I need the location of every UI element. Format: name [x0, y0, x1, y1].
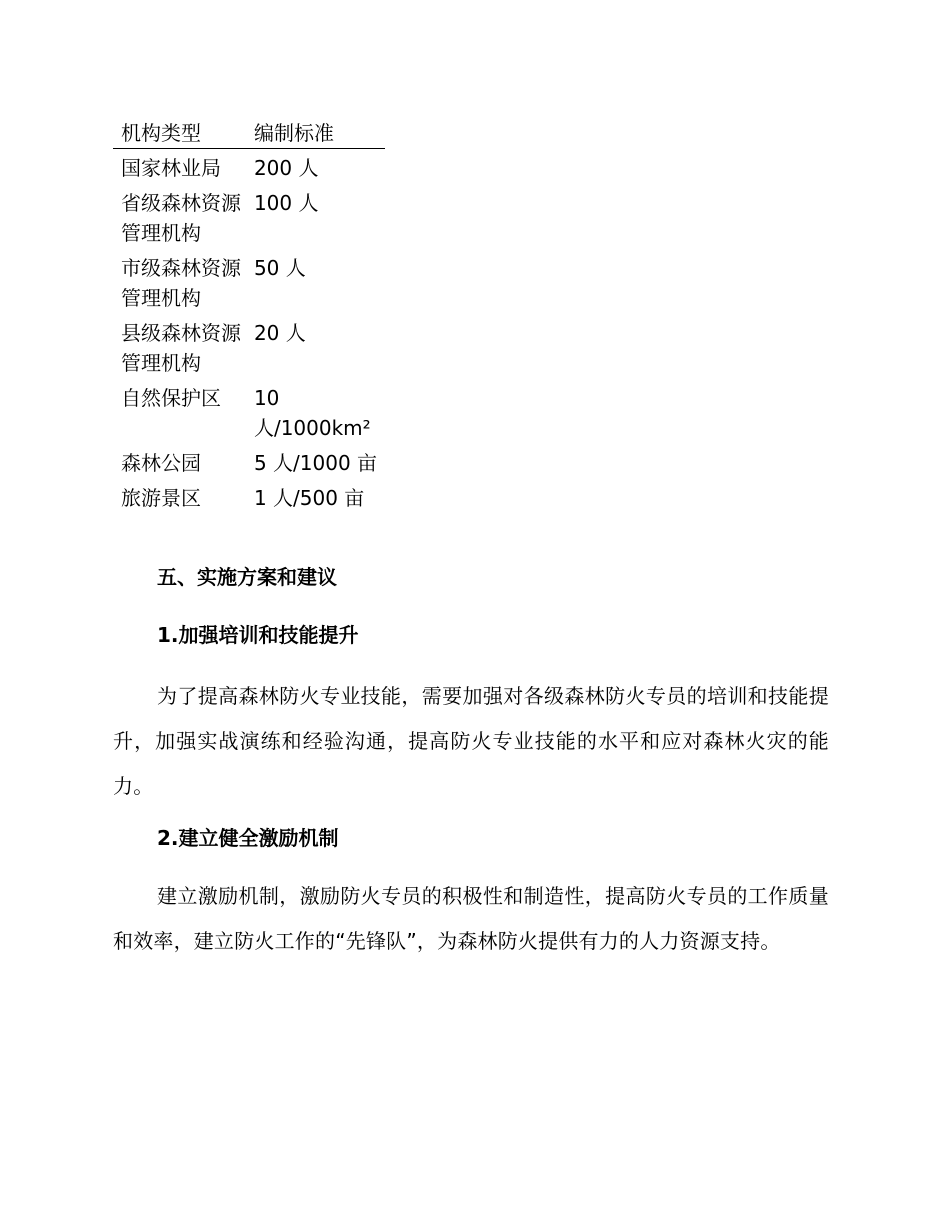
table-row [113, 379, 385, 444]
staffing-standards-table [113, 116, 385, 514]
standard-cell: 200 人 [253, 156, 319, 180]
standard-cell: 10 人/1000km² [253, 386, 371, 440]
column-header-org-type: 机构类型 [113, 116, 246, 149]
table-row [113, 314, 385, 379]
org-type-cell: 市级森林资源管理机构 [121, 256, 241, 310]
standard-cell: 50 人 [253, 256, 306, 280]
table-row [113, 149, 385, 185]
subsection-heading-incentive: 2.建立健全激励机制 [157, 826, 339, 850]
org-type-cell: 旅游景区 [121, 486, 201, 510]
section-heading: 五、实施方案和建议 [157, 565, 337, 589]
paragraph-incentive: 建立激励机制，激励防火专员的积极性和制造性，提高防火专员的工作质量和效率，建立防火工作的“先锋队”，为森林防火提供有力的人力资源支持。 [113, 884, 829, 953]
table-header-row [113, 116, 385, 149]
paragraph-training: 为了提高森林防火专业技能，需要加强对各级森林防火专员的培训和技能提升，加强实战演练和经验沟通，提高防火专业技能的水平和应对森林火灾的能力。 [113, 684, 829, 798]
table-row [113, 479, 385, 514]
org-type-cell: 省级森林资源管理机构 [121, 191, 241, 245]
standard-cell: 100 人 [253, 191, 319, 215]
standard-cell: 20 人 [253, 321, 306, 345]
standard-cell: 5 人/1000 亩 [253, 451, 378, 475]
org-type-cell: 自然保护区 [121, 386, 221, 410]
org-type-cell: 国家林业局 [121, 156, 221, 180]
column-header-standard: 编制标准 [246, 116, 385, 149]
subsection-heading-training: 1.加强培训和技能提升 [157, 623, 359, 647]
table-row [113, 444, 385, 479]
standard-cell: 1 人/500 亩 [253, 486, 365, 510]
org-type-cell: 县级森林资源管理机构 [121, 321, 241, 375]
table-row [113, 249, 385, 314]
table-row [113, 184, 385, 249]
org-type-cell: 森林公园 [121, 451, 201, 475]
